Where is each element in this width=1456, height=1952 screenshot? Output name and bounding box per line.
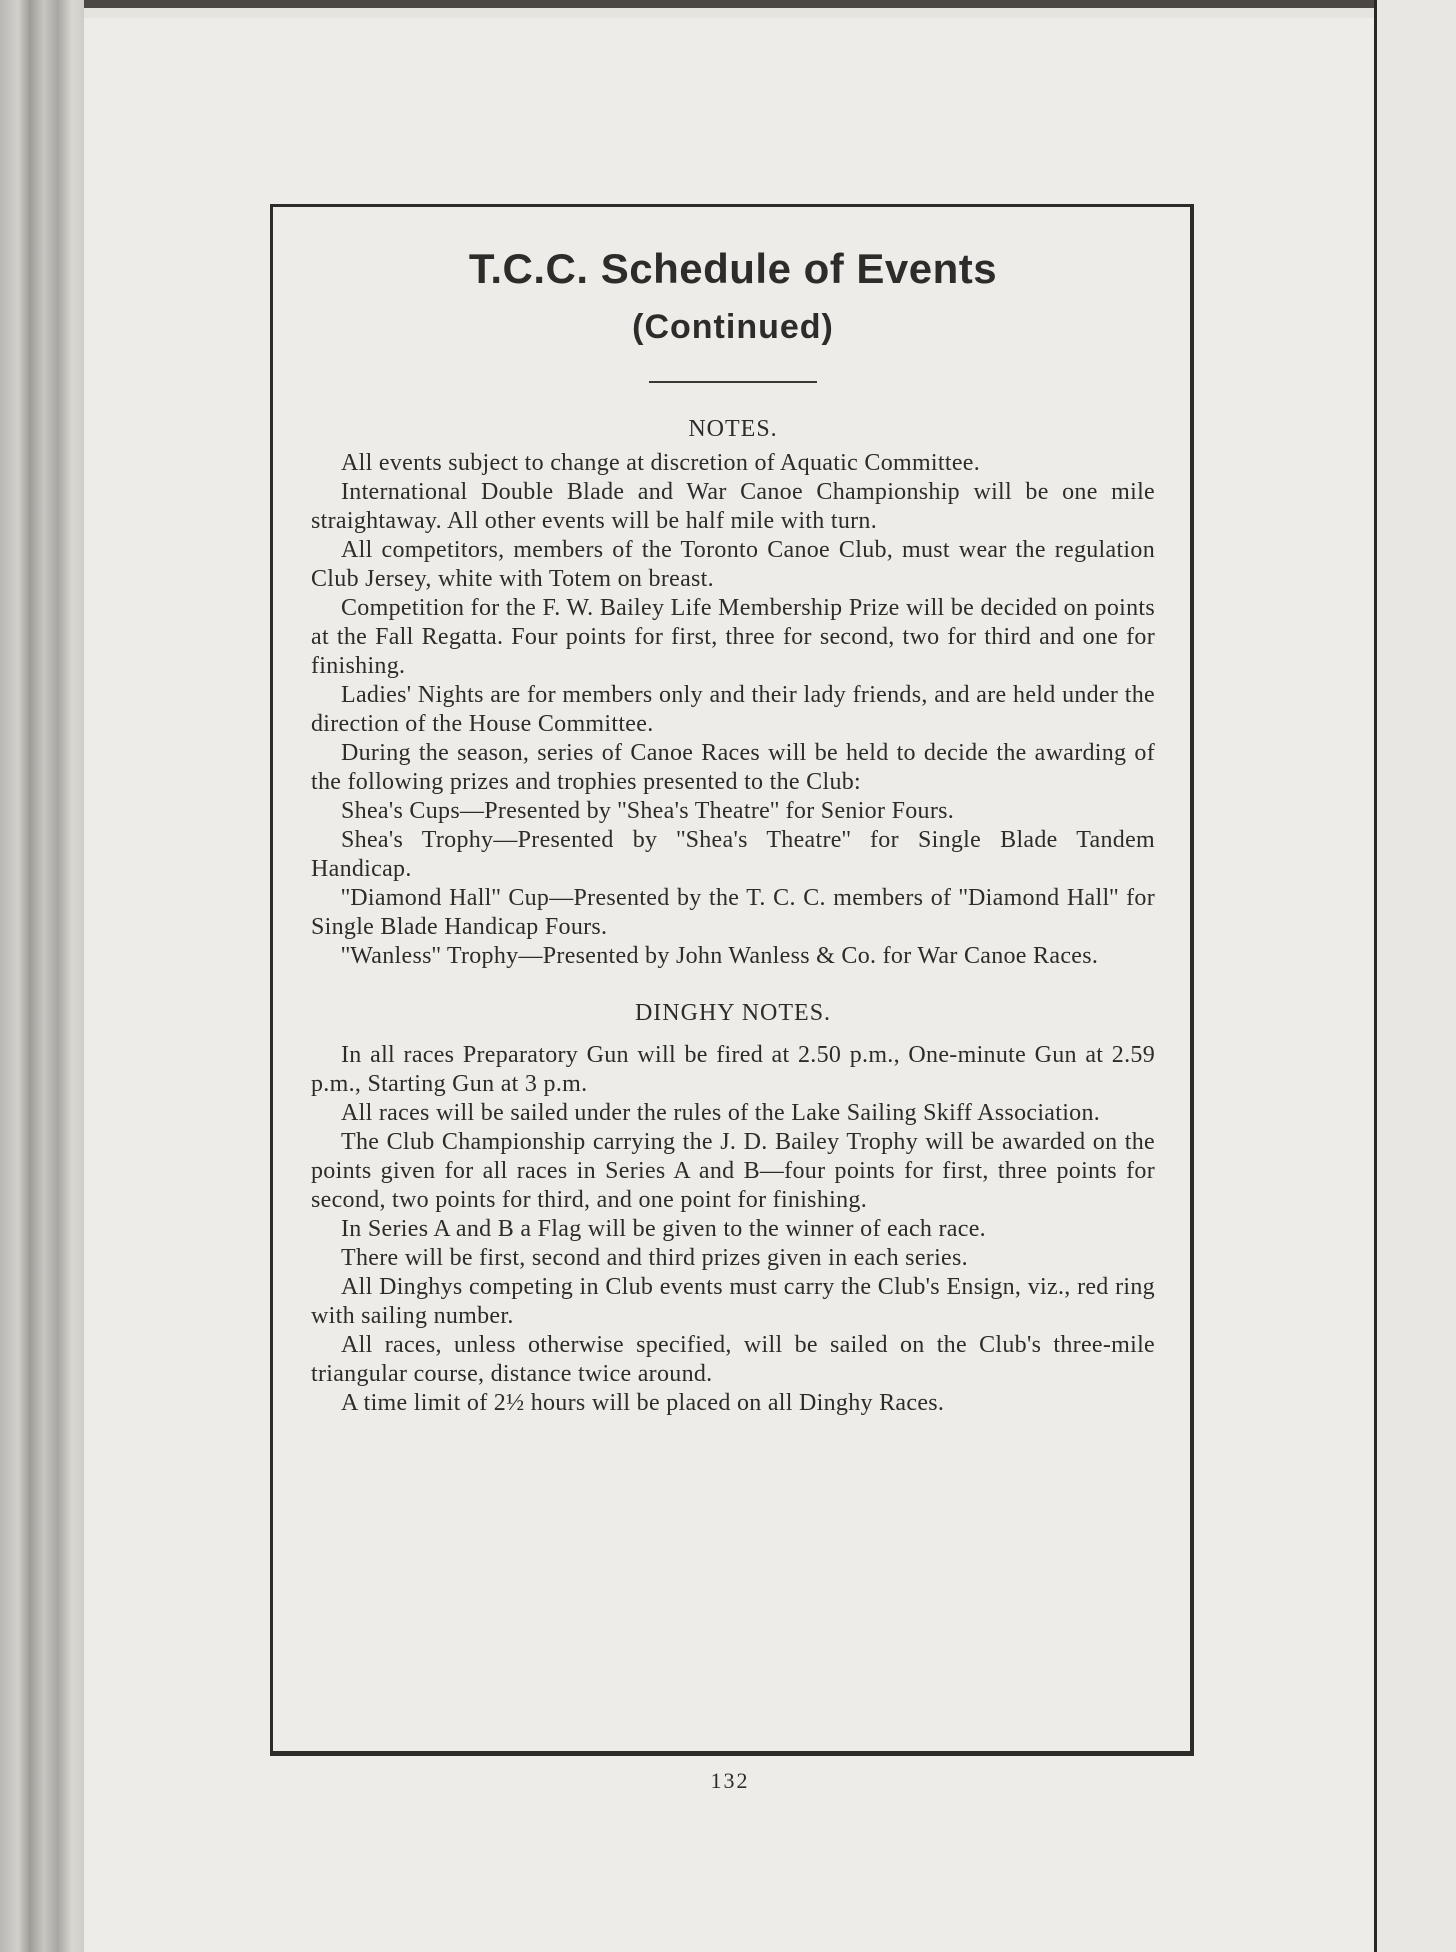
- notes-paragraph: Shea's Trophy—Presented by ''Shea's Theatre'' for Single Blade Tandem Handicap.: [311, 827, 1155, 882]
- page-subtitle: (Continued): [632, 308, 834, 346]
- title-divider: [649, 381, 817, 383]
- notes-paragraph: During the season, series of Canoe Races will be held to decide the awarding of the following prizes and trophies presented to the Club:: [311, 740, 1155, 795]
- notes-paragraph: Shea's Cups—Presented by ''Shea's Theatre'' for Senior Fours.: [341, 798, 955, 824]
- notes-paragraph: All competitors, members of the Toronto Canoe Club, must wear the regulation Club Jersey, white with Totem on breast.: [311, 537, 1155, 592]
- book-binding-edge: [0, 0, 84, 1952]
- notes-paragraph: International Double Blade and War Canoe Championship will be one mile straightaway. All other events will be half mile with turn.: [311, 479, 1155, 534]
- dinghy-notes-paragraph: All races, unless otherwise specified, will be sailed on the Club's three-mile triangular course, distance twice around.: [311, 1332, 1155, 1387]
- dinghy-notes-paragraph: In all races Preparatory Gun will be fired at 2.50 p.m., One-minute Gun at 2.59 p.m., Starting Gun at 3 p.m.: [311, 1042, 1155, 1097]
- notes-heading: NOTES.: [688, 416, 778, 442]
- dinghy-notes-paragraph: All races will be sailed under the rules of the Lake Sailing Skiff Association.: [341, 1100, 1101, 1126]
- schedule-content: [311, 227, 1155, 1418]
- page-top-shadow: [84, 0, 1374, 8]
- notes-paragraph: Competition for the F. W. Bailey Life Membership Prize will be decided on points at the Fall Regatta. Four points for first, three for second, two for third and one for finishing.: [311, 595, 1155, 679]
- dinghy-notes-paragraph: All Dinghys competing in Club events must carry the Club's Ensign, viz., red ring with sailing number.: [311, 1274, 1155, 1329]
- schedule-frame: [270, 204, 1194, 1756]
- dinghy-notes-section: [311, 1041, 1155, 1418]
- notes-paragraph: ''Wanless'' Trophy—Presented by John Wanless & Co. for War Canoe Races.: [341, 943, 1099, 969]
- dinghy-notes-paragraph: A time limit of 2½ hours will be placed on all Dinghy Races.: [341, 1390, 945, 1416]
- dinghy-notes-paragraph: In Series A and B a Flag will be given to the winner of each race.: [341, 1216, 986, 1242]
- notes-paragraph: All events subject to change at discretion of Aquatic Committee.: [341, 450, 981, 476]
- dinghy-notes-paragraph: There will be first, second and third prizes given in each series.: [341, 1245, 968, 1271]
- notes-paragraph: Ladies' Nights are for members only and their lady friends, and are held under the direction of the House Committee.: [311, 682, 1155, 737]
- dinghy-notes-heading: DINGHY NOTES.: [634, 1000, 832, 1026]
- notes-section: [311, 449, 1155, 971]
- page-number: 132: [710, 1768, 750, 1793]
- next-page-edge: [1374, 0, 1456, 1952]
- notes-paragraph: ''Diamond Hall'' Cup—Presented by the T. C. C. members of ''Diamond Hall'' for Single Blade Handicap Fours.: [311, 885, 1155, 940]
- page-title: T.C.C. Schedule of Events: [468, 245, 998, 292]
- dinghy-notes-paragraph: The Club Championship carrying the J. D. Bailey Trophy will be awarded on the points given for all races in Series A and B—four points for first, three points for second, two points for third, and one point for finishing.: [311, 1129, 1155, 1213]
